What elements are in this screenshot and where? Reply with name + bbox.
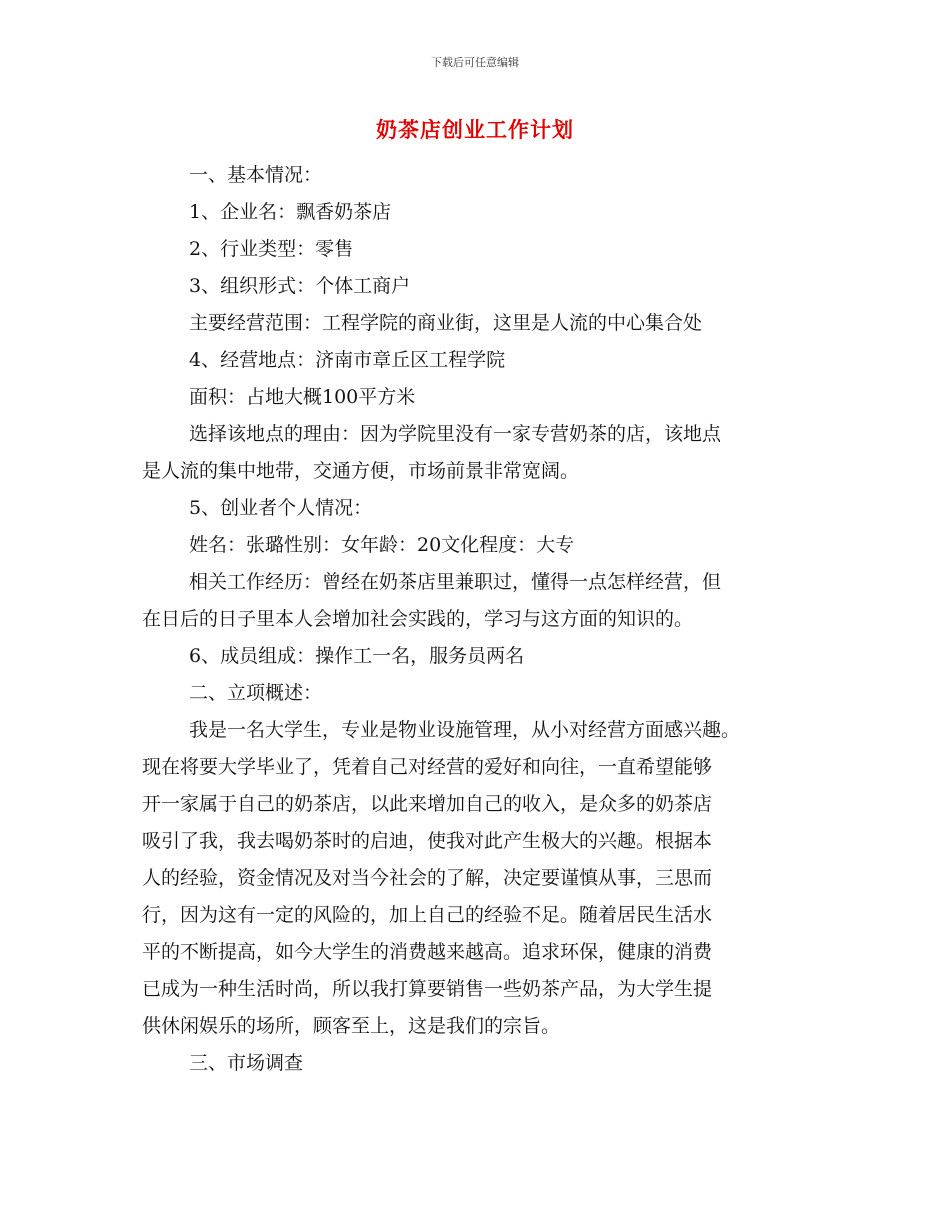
line-members: 6、成员组成：操作工一名，服务员两名 [189,645,525,667]
paragraph-line: 现在将要大学毕业了，凭着自己对经营的爱好和向往，一直希望能够 [142,756,713,778]
paragraph-line: 平的不断提高，如今大学生的消费越来越高。追求环保，健康的消费 [142,941,713,963]
line-work-experience-cont: 在日后的日子里本人会增加社会实践的，学习与这方面的知识的。 [142,608,694,630]
line-business-location: 4、经营地点：济南市章丘区工程学院 [189,349,506,371]
section-heading-market-research: 三、市场调查 [189,1052,304,1074]
line-business-scope: 主要经营范围：工程学院的商业街，这里是人流的中心集合处 [189,312,703,334]
line-location-reason-cont: 是人流的集中地带，交通方便，市场前景非常宽阔。 [142,460,580,482]
document-title: 奶茶店创业工作计划 [376,117,574,142]
document-body [142,157,822,1082]
section-heading-project-overview: 二、立项概述： [189,682,323,704]
paragraph-line: 供休闲娱乐的场所，顾客至上，这是我们的宗旨。 [142,1015,561,1037]
line-organization-form: 3、组织形式：个体工商户 [189,275,411,297]
line-company-name: 1、企业名：飘香奶茶店 [189,201,392,223]
paragraph-line: 人的经验，资金情况及对当今社会的了解，决定要谨慎从事，三思而 [142,867,713,889]
line-work-experience: 相关工作经历：曾经在奶茶店里兼职过，懂得一点怎样经营，但 [189,571,722,593]
section-heading-basic-info: 一、基本情况： [189,164,323,186]
paragraph-line: 行，因为这有一定的风险的，加上自己的经验不足。随着居民生活水 [142,904,713,926]
line-location-reason: 选择该地点的理由：因为学院里没有一家专营奶茶的店，该地点 [189,423,722,445]
page-header: 下载后可任意编辑 [431,56,519,69]
paragraph-line: 已成为一种生活时尚，所以我打算要销售一些奶茶产品，为大学生提 [142,978,713,1000]
paragraph-line: 我是一名大学生，专业是物业设施管理，从小对经营方面感兴趣。 [189,719,741,741]
line-area: 面积：占地大概100平方米 [189,386,416,408]
paragraph-line: 吸引了我，我去喝奶茶时的启迪，使我对此产生极大的兴趣。根据本 [142,830,713,852]
line-founder-heading: 5、创业者个人情况： [189,497,373,519]
paragraph-line: 开一家属于自己的奶茶店，以此来增加自己的收入，是众多的奶茶店 [142,793,713,815]
line-founder-profile: 姓名：张璐性别：女年龄：20文化程度：大专 [189,534,575,556]
line-industry-type: 2、行业类型：零售 [189,238,354,260]
